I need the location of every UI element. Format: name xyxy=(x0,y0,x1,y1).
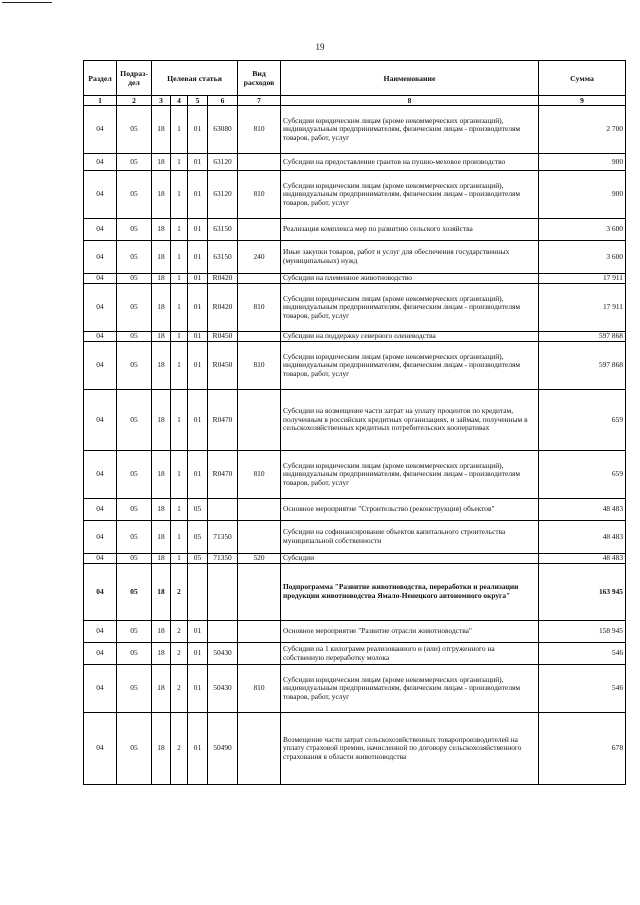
vid-cell xyxy=(238,274,281,284)
sum-cell: 659 xyxy=(539,390,626,451)
sum-cell: 2 700 xyxy=(539,106,626,154)
table-row xyxy=(84,713,626,785)
vid-cell: 240 xyxy=(238,241,281,274)
vid-cell xyxy=(238,332,281,342)
vid-cell xyxy=(238,499,281,521)
table-row xyxy=(84,451,626,499)
column-number: 1 xyxy=(84,96,117,106)
header-vid: Вид расходов xyxy=(238,61,281,96)
sum-cell: 546 xyxy=(539,643,626,665)
razdel-cell: 04 xyxy=(84,564,117,621)
name-cell: Реализация комплекса мер по развитию сельского хозяйства xyxy=(281,219,539,241)
table-row xyxy=(84,564,626,621)
table-row xyxy=(84,154,626,171)
event-cell: 01 xyxy=(188,713,208,785)
header-name: Наименование xyxy=(281,61,539,96)
program-cell: 18 xyxy=(152,274,171,284)
top-rule xyxy=(2,2,52,3)
table-row xyxy=(84,390,626,451)
razdel-cell: 04 xyxy=(84,241,117,274)
column-number: 2 xyxy=(117,96,152,106)
table-row xyxy=(84,274,626,284)
name-cell: Субсидии юридическим лицам (кроме некоммерческих организаций), индивидуальным предпринимателям, физическим лицам - производителям товаров, работ, услуг xyxy=(281,342,539,390)
event-cell: 01 xyxy=(188,332,208,342)
direction-cell: R0420 xyxy=(208,284,238,332)
vid-cell xyxy=(238,621,281,643)
name-cell: Субсидии на племенное животноводство xyxy=(281,274,539,284)
direction-cell: 63150 xyxy=(208,219,238,241)
program-cell: 18 xyxy=(152,154,171,171)
event-cell: 01 xyxy=(188,665,208,713)
program-cell: 18 xyxy=(152,390,171,451)
column-number: 4 xyxy=(171,96,188,106)
podrazdel-cell: 05 xyxy=(117,171,152,219)
vid-cell xyxy=(238,643,281,665)
direction-cell: 63150 xyxy=(208,241,238,274)
sum-cell: 3 600 xyxy=(539,241,626,274)
subprogram-cell: 1 xyxy=(171,521,188,554)
sum-cell: 3 600 xyxy=(539,219,626,241)
vid-cell: 810 xyxy=(238,171,281,219)
table-row xyxy=(84,554,626,564)
vid-cell: 810 xyxy=(238,284,281,332)
podrazdel-cell: 05 xyxy=(117,564,152,621)
sum-cell: 659 xyxy=(539,451,626,499)
podrazdel-cell: 05 xyxy=(117,274,152,284)
podrazdel-cell: 05 xyxy=(117,342,152,390)
direction-cell xyxy=(208,499,238,521)
sum-cell: 597 868 xyxy=(539,332,626,342)
razdel-cell: 04 xyxy=(84,274,117,284)
subprogram-cell: 1 xyxy=(171,332,188,342)
sum-cell: 17 911 xyxy=(539,284,626,332)
program-cell: 18 xyxy=(152,621,171,643)
program-cell: 18 xyxy=(152,332,171,342)
vid-cell xyxy=(238,390,281,451)
event-cell: 05 xyxy=(188,554,208,564)
sum-cell: 17 911 xyxy=(539,274,626,284)
direction-cell: R0420 xyxy=(208,274,238,284)
event-cell: 01 xyxy=(188,390,208,451)
event-cell: 01 xyxy=(188,219,208,241)
program-cell: 18 xyxy=(152,241,171,274)
event-cell: 01 xyxy=(188,106,208,154)
name-cell: Субсидии на предоставление грантов на пушно-меховое производство xyxy=(281,154,539,171)
subprogram-cell: 2 xyxy=(171,621,188,643)
table-row xyxy=(84,284,626,332)
subprogram-cell: 1 xyxy=(171,342,188,390)
name-cell: Субсидии на 1 килограмм реализованного и (или) отгруженного на собственную переработку молока xyxy=(281,643,539,665)
name-cell: Субсидии на возмещение части затрат на уплату процентов по кредитам, полученным в российских кредитных организациях, и займам, полученным в сельскохозяйственных кредитных потребительских кооперативах xyxy=(281,390,539,451)
sum-cell: 48 483 xyxy=(539,499,626,521)
razdel-cell: 04 xyxy=(84,521,117,554)
program-cell: 18 xyxy=(152,219,171,241)
table-row xyxy=(84,342,626,390)
direction-cell: 63120 xyxy=(208,171,238,219)
column-number-row xyxy=(84,96,626,106)
sum-cell: 900 xyxy=(539,171,626,219)
podrazdel-cell: 05 xyxy=(117,219,152,241)
name-cell: Субсидии юридическим лицам (кроме некоммерческих организаций), индивидуальным предпринимателям, физическим лицам - производителям товаров, работ, услуг xyxy=(281,284,539,332)
razdel-cell: 04 xyxy=(84,284,117,332)
podrazdel-cell: 05 xyxy=(117,665,152,713)
direction-cell: R0470 xyxy=(208,390,238,451)
subprogram-cell: 1 xyxy=(171,154,188,171)
event-cell: 01 xyxy=(188,241,208,274)
table-row xyxy=(84,219,626,241)
program-cell: 18 xyxy=(152,499,171,521)
column-number: 7 xyxy=(238,96,281,106)
subprogram-cell: 1 xyxy=(171,219,188,241)
direction-cell: R0470 xyxy=(208,451,238,499)
event-cell: 01 xyxy=(188,621,208,643)
table-row xyxy=(84,621,626,643)
direction-cell: 71350 xyxy=(208,554,238,564)
table-row xyxy=(84,171,626,219)
subprogram-cell: 1 xyxy=(171,106,188,154)
razdel-cell: 04 xyxy=(84,554,117,564)
name-cell: Субсидии на поддержку северного оленеводства xyxy=(281,332,539,342)
sum-cell: 158 945 xyxy=(539,621,626,643)
name-cell: Иные закупки товаров, работ и услуг для обеспечения государственных (муниципальных) нужд xyxy=(281,241,539,274)
column-number: 9 xyxy=(539,96,626,106)
subprogram-cell: 1 xyxy=(171,390,188,451)
program-cell: 18 xyxy=(152,713,171,785)
subprogram-cell: 2 xyxy=(171,643,188,665)
program-cell: 18 xyxy=(152,171,171,219)
event-cell: 01 xyxy=(188,342,208,390)
direction-cell xyxy=(208,564,238,621)
sum-cell: 48 483 xyxy=(539,521,626,554)
table-row xyxy=(84,106,626,154)
subprogram-cell: 2 xyxy=(171,713,188,785)
direction-cell: 50430 xyxy=(208,643,238,665)
subprogram-cell: 1 xyxy=(171,274,188,284)
column-number: 5 xyxy=(188,96,208,106)
program-cell: 18 xyxy=(152,554,171,564)
razdel-cell: 04 xyxy=(84,451,117,499)
vid-cell xyxy=(238,219,281,241)
podrazdel-cell: 05 xyxy=(117,284,152,332)
sum-cell: 48 483 xyxy=(539,554,626,564)
event-cell: 05 xyxy=(188,521,208,554)
name-cell: Субсидии юридическим лицам (кроме некоммерческих организаций), индивидуальным предпринимателям, физическим лицам - производителям товаров, работ, услуг xyxy=(281,171,539,219)
podrazdel-cell: 05 xyxy=(117,521,152,554)
name-cell: Субсидии юридическим лицам (кроме некоммерческих организаций), индивидуальным предпринимателям, физическим лицам - производителям товаров, работ, услуг xyxy=(281,106,539,154)
razdel-cell: 04 xyxy=(84,342,117,390)
vid-cell xyxy=(238,564,281,621)
table-body xyxy=(84,106,626,785)
column-number: 8 xyxy=(281,96,539,106)
program-cell: 18 xyxy=(152,564,171,621)
razdel-cell: 04 xyxy=(84,154,117,171)
table-row xyxy=(84,643,626,665)
event-cell: 01 xyxy=(188,171,208,219)
table-row xyxy=(84,521,626,554)
subprogram-cell: 1 xyxy=(171,451,188,499)
vid-cell xyxy=(238,521,281,554)
program-cell: 18 xyxy=(152,665,171,713)
header-target: Целевая статья xyxy=(152,61,238,96)
header-podrazdel: Подраз- дел xyxy=(117,61,152,96)
direction-cell: 63120 xyxy=(208,154,238,171)
podrazdel-cell: 05 xyxy=(117,621,152,643)
subprogram-cell: 1 xyxy=(171,171,188,219)
vid-cell: 810 xyxy=(238,342,281,390)
name-cell: Основное мероприятие "Строительство (реконструкция) объектов" xyxy=(281,499,539,521)
podrazdel-cell: 05 xyxy=(117,390,152,451)
subprogram-cell: 1 xyxy=(171,499,188,521)
sum-cell: 678 xyxy=(539,713,626,785)
direction-cell: 50490 xyxy=(208,713,238,785)
name-cell: Субсидии юридическим лицам (кроме некоммерческих организаций), индивидуальным предпринимателям, физическим лицам - производителям товаров, работ, услуг xyxy=(281,665,539,713)
event-cell: 01 xyxy=(188,451,208,499)
direction-cell: 71350 xyxy=(208,521,238,554)
column-number: 3 xyxy=(152,96,171,106)
direction-cell: 63080 xyxy=(208,106,238,154)
program-cell: 18 xyxy=(152,521,171,554)
event-cell: 01 xyxy=(188,154,208,171)
event-cell xyxy=(188,564,208,621)
name-cell: Основное мероприятие "Развитие отрасли животноводства" xyxy=(281,621,539,643)
table-row xyxy=(84,332,626,342)
razdel-cell: 04 xyxy=(84,332,117,342)
program-cell: 18 xyxy=(152,643,171,665)
subprogram-cell: 1 xyxy=(171,241,188,274)
header-sum: Сумма xyxy=(539,61,626,96)
razdel-cell: 04 xyxy=(84,171,117,219)
sum-cell: 597 868 xyxy=(539,342,626,390)
program-cell: 18 xyxy=(152,106,171,154)
name-cell: Субсидии xyxy=(281,554,539,564)
direction-cell: R0450 xyxy=(208,342,238,390)
program-cell: 18 xyxy=(152,284,171,332)
event-cell: 05 xyxy=(188,499,208,521)
direction-cell xyxy=(208,621,238,643)
program-cell: 18 xyxy=(152,342,171,390)
vid-cell: 520 xyxy=(238,554,281,564)
razdel-cell: 04 xyxy=(84,499,117,521)
podrazdel-cell: 05 xyxy=(117,154,152,171)
subprogram-cell: 2 xyxy=(171,665,188,713)
subprogram-cell: 2 xyxy=(171,564,188,621)
subprogram-cell: 1 xyxy=(171,554,188,564)
event-cell: 01 xyxy=(188,284,208,332)
program-cell: 18 xyxy=(152,451,171,499)
header-razdel: Раздел xyxy=(84,61,117,96)
podrazdel-cell: 05 xyxy=(117,499,152,521)
vid-cell xyxy=(238,713,281,785)
razdel-cell: 04 xyxy=(84,713,117,785)
razdel-cell: 04 xyxy=(84,106,117,154)
podrazdel-cell: 05 xyxy=(117,713,152,785)
table-row xyxy=(84,241,626,274)
sum-cell: 546 xyxy=(539,665,626,713)
table-row xyxy=(84,499,626,521)
event-cell: 01 xyxy=(188,643,208,665)
razdel-cell: 04 xyxy=(84,665,117,713)
budget-table xyxy=(83,60,626,785)
podrazdel-cell: 05 xyxy=(117,554,152,564)
table-row xyxy=(84,665,626,713)
podrazdel-cell: 05 xyxy=(117,643,152,665)
name-cell: Подпрограмма "Развитие животноводства, переработки и реализации продукции животноводства Ямало-Ненецкого автономного округа" xyxy=(281,564,539,621)
vid-cell: 810 xyxy=(238,665,281,713)
podrazdel-cell: 05 xyxy=(117,332,152,342)
razdel-cell: 04 xyxy=(84,219,117,241)
name-cell: Субсидии на софинансирование объектов капитального строительства муниципальной собственности xyxy=(281,521,539,554)
subprogram-cell: 1 xyxy=(171,284,188,332)
razdel-cell: 04 xyxy=(84,390,117,451)
podrazdel-cell: 05 xyxy=(117,106,152,154)
direction-cell: 50430 xyxy=(208,665,238,713)
vid-cell xyxy=(238,154,281,171)
razdel-cell: 04 xyxy=(84,621,117,643)
name-cell: Возмещение части затрат сельскохозяйственных товаропроизводителей на уплату страховой премии, начисленной по договору сельскохозяйственного страхования в области животноводства xyxy=(281,713,539,785)
sum-cell: 900 xyxy=(539,154,626,171)
event-cell: 01 xyxy=(188,274,208,284)
razdel-cell: 04 xyxy=(84,643,117,665)
column-number: 6 xyxy=(208,96,238,106)
direction-cell: R0450 xyxy=(208,332,238,342)
name-cell: Субсидии юридическим лицам (кроме некоммерческих организаций), индивидуальным предпринимателям, физическим лицам - производителям товаров, работ, услуг xyxy=(281,451,539,499)
vid-cell: 810 xyxy=(238,451,281,499)
podrazdel-cell: 05 xyxy=(117,241,152,274)
page-number: 19 xyxy=(315,42,325,52)
podrazdel-cell: 05 xyxy=(117,451,152,499)
vid-cell: 810 xyxy=(238,106,281,154)
sum-cell: 163 945 xyxy=(539,564,626,621)
